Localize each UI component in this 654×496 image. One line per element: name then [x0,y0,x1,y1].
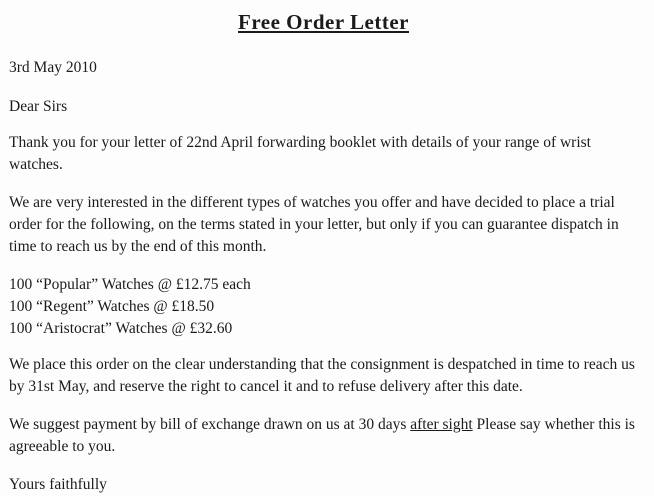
paragraph-trial-order: We are very interested in the different types of watches you offer and have decided to place a trial order for the following, on the terms stated in your letter, but only if you can guarantee dispatch in time to reach us by the end of this month. [9,194,619,255]
letter-salutation: Dear Sirs [9,98,68,115]
order-item-popular: 100 “Popular” Watches @ £12.75 each [9,276,251,293]
letter-closing: Yours faithfully [9,476,107,493]
payment-text-before: We suggest payment by bill of exchange drawn on us at 30 days [9,416,411,433]
order-items-list [9,274,638,340]
order-item-aristocrat: 100 “Aristocrat” Watches @ £32.60 [9,320,233,337]
order-item-regent: 100 “Regent” Watches @ £18.50 [9,298,215,315]
paragraph-despatch-condition: We place this order on the clear understanding that the consignment is despatched in time to reach us by 31st May, and reserve the right to cancel it and to refuse delivery after this date. [9,356,635,395]
payment-text-after: Please say whether this is agreeable to you. [9,416,635,455]
letter-date: 3rd May 2010 [9,59,97,76]
payment-text-underlined: after sight [410,416,473,433]
letter-title: Free Order Letter [238,10,409,34]
paragraph-payment-terms [9,414,638,458]
paragraph-acknowledgement: Thank you for your letter of 22nd April forwarding booklet with details of your range of wrist watches. [9,134,591,173]
